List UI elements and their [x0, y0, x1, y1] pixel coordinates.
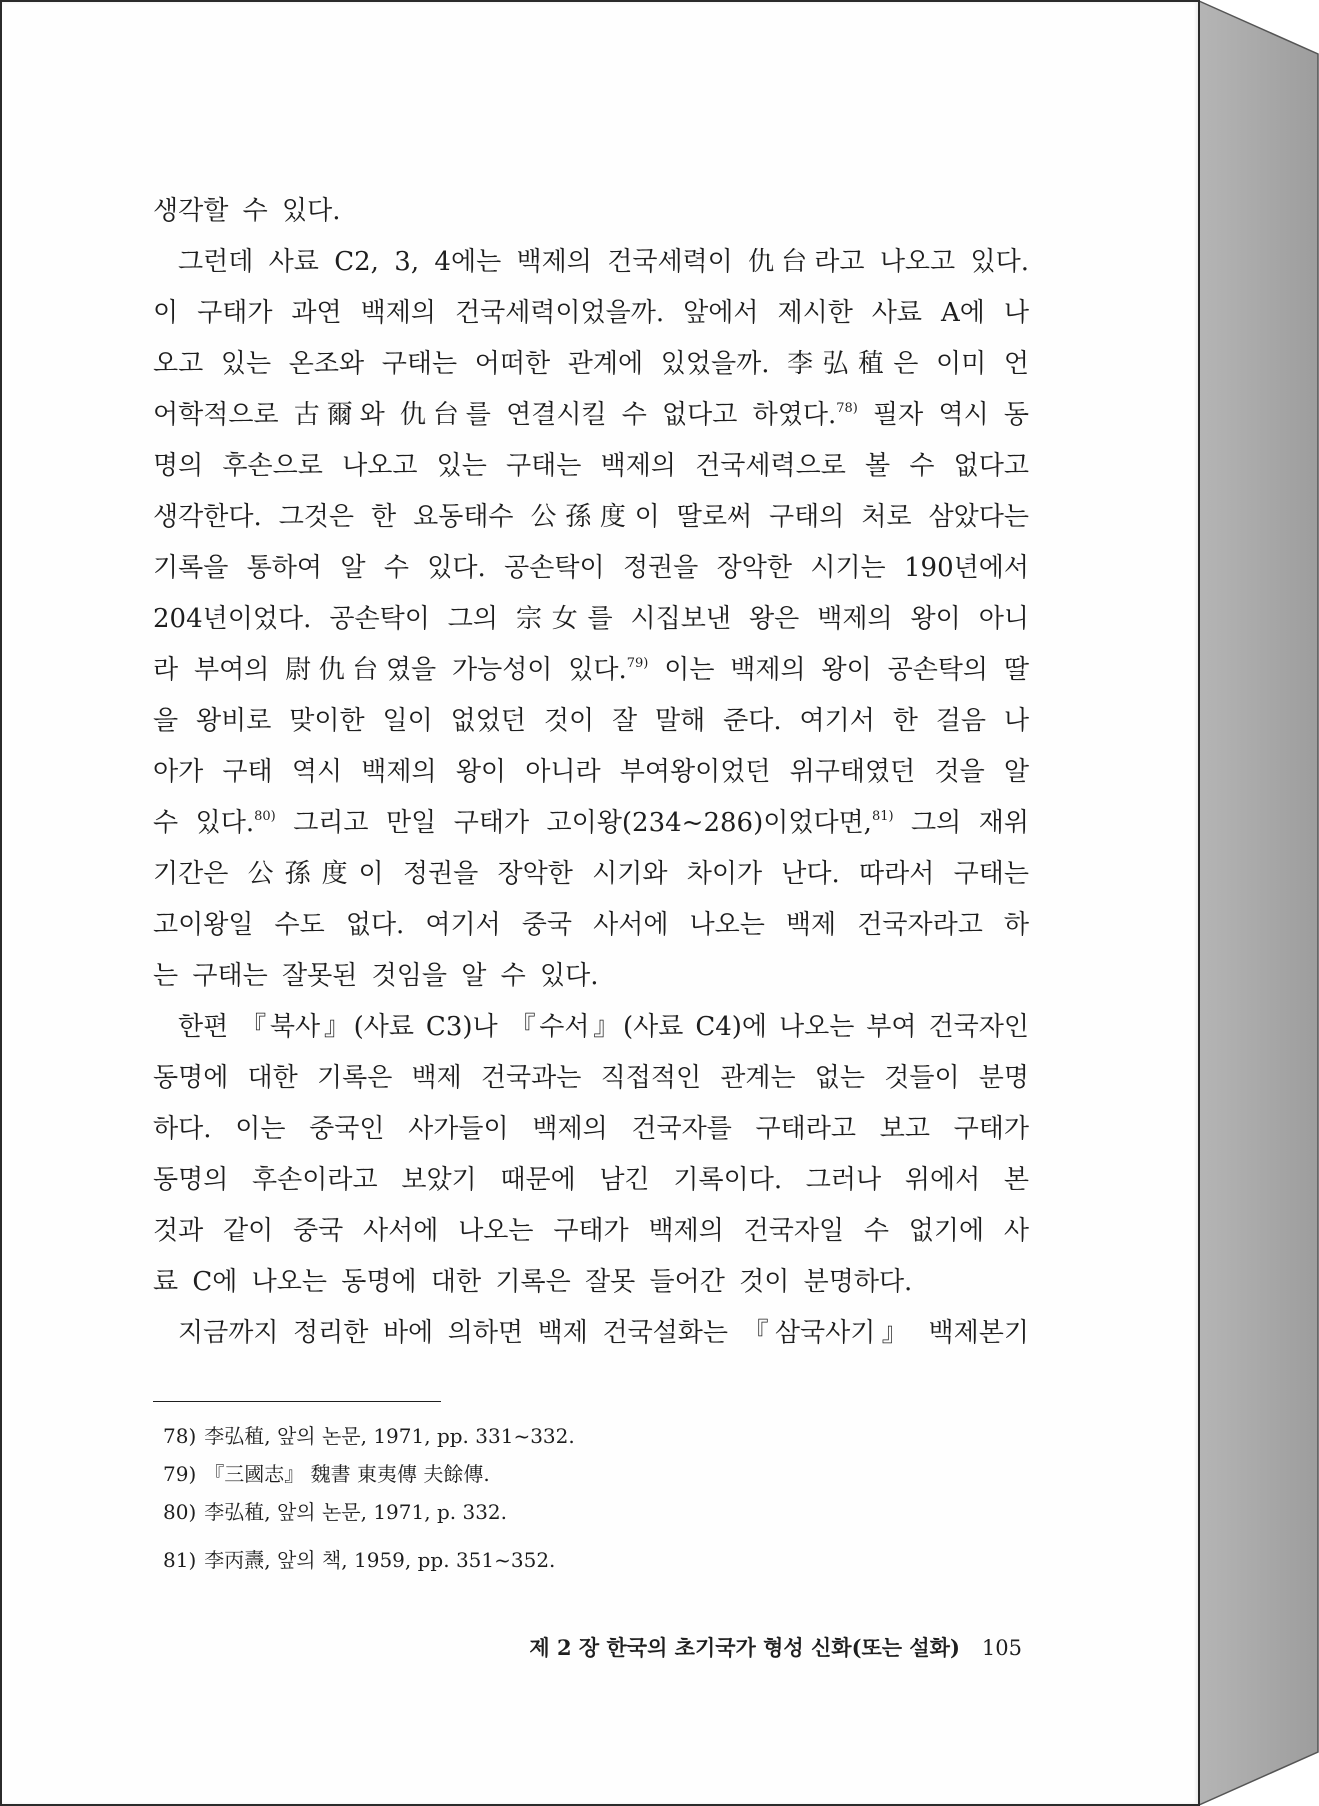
footnote [163, 1495, 507, 1529]
text-segment: 그의 재위 [893, 808, 1029, 838]
text-line: 지금까지 정리한 바에 의하면 백제 건국설화는 『삼국사기』 백제본기 [178, 1318, 1029, 1348]
text-segment: 필자 역시 동 [857, 400, 1029, 430]
page-number: 105 [981, 1636, 1022, 1660]
text-line: 고이왕일 수도 없다. 여기서 중국 사서에 나오는 백제 건국자라고 하 [153, 910, 1029, 940]
text-line: 생각할 수 있다. [153, 196, 341, 226]
footnote-reference: 78) [836, 401, 858, 416]
text-line: 한편 『북사』(사료 C3)나 『수서』(사료 C4)에 나오는 부여 건국자인 [178, 1012, 1029, 1042]
text-segment: 어학적으로 古爾와 仇台를 연결시킬 수 없다고 하였다. [153, 400, 837, 430]
text-line: 기간은 公孫度이 정권을 장악한 시기와 차이가 난다. 따라서 구태는 [153, 859, 1029, 889]
text-segment: 라 부여의 尉仇台였을 가능성이 있다. [153, 655, 627, 685]
text-line: 을 왕비로 맞이한 일이 없었던 것이 잘 말해 준다. 여기서 한 걸음 나 [153, 706, 1029, 736]
footnote [163, 1457, 490, 1491]
text-line: 동명의 후손이라고 보았기 때문에 남긴 기록이다. 그러나 위에서 본 [153, 1165, 1029, 1195]
footnote-text: 李弘稙, 앞의 논문, 1971, p. 332. [204, 1500, 507, 1524]
text-line: 오고 있는 온조와 구태는 어떠한 관계에 있었을까. 李弘稙은 이미 언 [153, 349, 1029, 379]
text-line: 생각한다. 그것은 한 요동태수 公孫度이 딸로써 구태의 처로 삼았다는 [153, 502, 1029, 532]
text-line: 204년이었다. 공손탁이 그의 宗女를 시집보낸 왕은 백제의 왕이 아니 [153, 604, 1029, 634]
text-line: 이 구태가 과연 백제의 건국세력이었을까. 앞에서 제시한 사료 A에 나 [153, 298, 1029, 328]
footnote-text: 『三國志』 魏書 東夷傳 夫餘傳. [204, 1462, 490, 1486]
running-footer [529, 1630, 1022, 1666]
footnote-text: 李弘稙, 앞의 논문, 1971, pp. 331~332. [204, 1424, 575, 1448]
footnote-reference: 80) [254, 809, 276, 824]
book-edge-face [1199, 1, 1318, 1805]
footnote [163, 1543, 555, 1577]
footnote-reference: 81) [871, 809, 894, 824]
text-line: 기록을 통하여 알 수 있다. 공손탁이 정권을 장악한 시기는 190년에서 [153, 553, 1029, 583]
footnote-text: 李丙燾, 앞의 책, 1959, pp. 351~352. [204, 1548, 556, 1572]
text-line: 료 C에 나오는 동명에 대한 기록은 잘못 들어간 것이 분명하다. [153, 1267, 913, 1297]
text-line: 는 구태는 잘못된 것임을 알 수 있다. [153, 961, 599, 991]
footnote-number: 80) [163, 1500, 197, 1524]
text-line: 명의 후손으로 나오고 있는 구태는 백제의 건국세력으로 볼 수 없다고 [153, 451, 1029, 481]
text-line: 동명에 대한 기록은 백제 건국과는 직접적인 관계는 없는 것들이 분명 [153, 1063, 1029, 1093]
chapter-title: 제 2 장 한국의 초기국가 형성 신화(또는 설화) [529, 1635, 960, 1660]
text-line: 것과 같이 중국 사서에 나오는 구태가 백제의 건국자일 수 없기에 사 [153, 1216, 1029, 1246]
text-line: 아가 구태 역시 백제의 왕이 아니라 부여왕이었던 위구태였던 것을 알 [153, 757, 1029, 787]
body-text [153, 186, 1029, 1359]
footnote-number: 79) [163, 1462, 197, 1486]
footnote-number: 78) [163, 1424, 197, 1448]
text-line [153, 645, 1029, 696]
text-line: 하다. 이는 중국인 사가들이 백제의 건국자를 구태라고 보고 구태가 [153, 1114, 1029, 1144]
text-segment: 수 있다. [153, 808, 255, 838]
text-line: 그런데 사료 C2, 3, 4에는 백제의 건국세력이 仇台라고 나오고 있다. [178, 247, 1029, 277]
footnote-divider [153, 1401, 441, 1402]
text-line [153, 390, 1029, 441]
text-segment: 그리고 만일 구태가 고이왕(234~286)이었다면, [275, 808, 872, 838]
text-segment: 이는 백제의 왕이 공손탁의 딸 [648, 655, 1029, 685]
text-line [153, 798, 1029, 849]
footnote [163, 1419, 575, 1453]
footnote-reference: 79) [626, 656, 649, 671]
footnote-number: 81) [163, 1548, 197, 1572]
